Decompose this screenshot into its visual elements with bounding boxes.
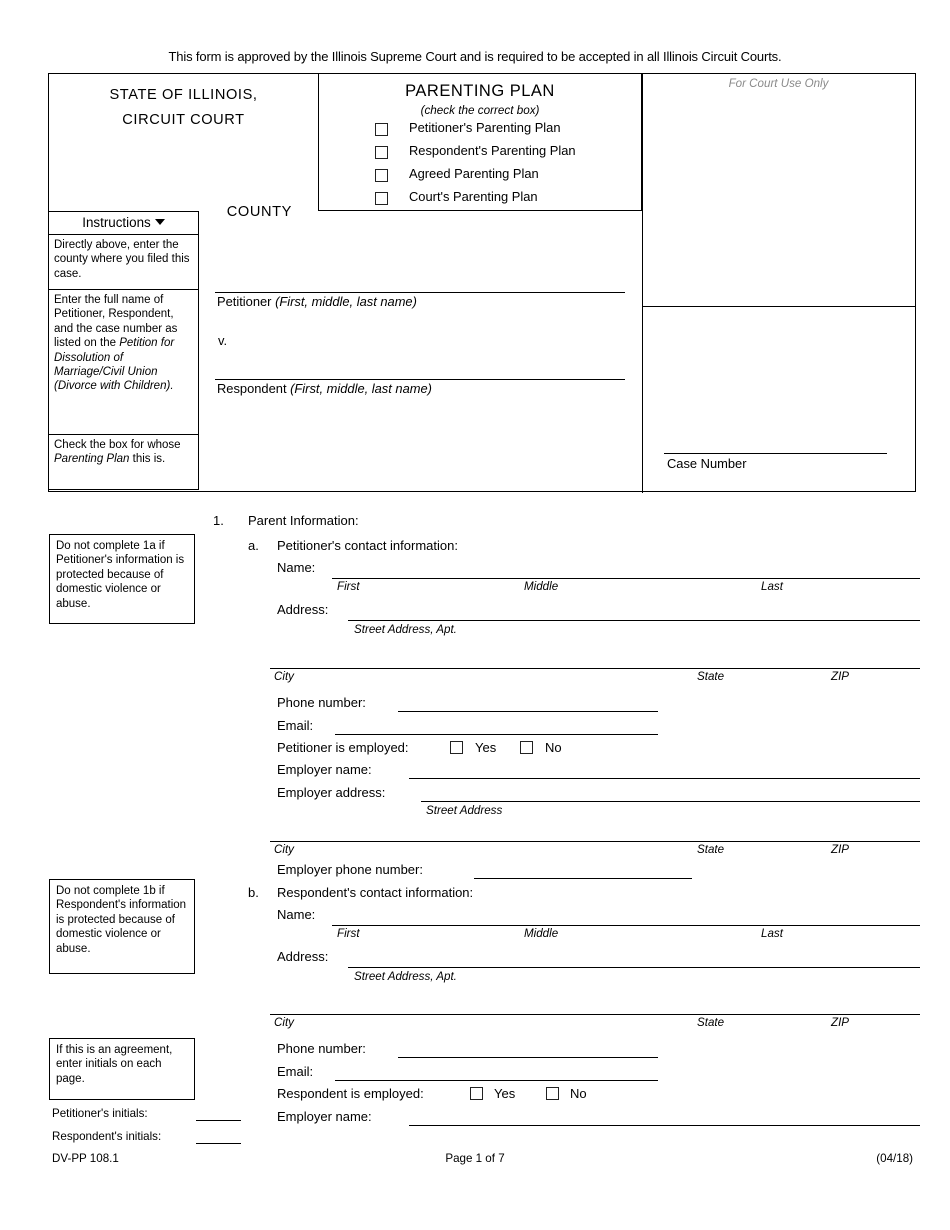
respondent-city-input-line[interactable] xyxy=(270,1014,920,1015)
chevron-down-icon xyxy=(155,219,165,225)
plan-option-label: Court's Parenting Plan xyxy=(409,189,538,204)
page-number: Page 1 of 7 xyxy=(445,1152,505,1165)
respondent-address-input-line[interactable] xyxy=(348,967,920,968)
instruction-item-county xyxy=(49,235,199,290)
petitioner-employer-address-input-line[interactable] xyxy=(421,801,920,802)
case-number-label: Case Number xyxy=(667,456,747,471)
instruction-item-names xyxy=(49,290,199,435)
petitioner-employer-city-hint: City xyxy=(274,843,294,856)
petitioner-state-hint: State xyxy=(697,670,725,683)
respondent-label-hint: (First, middle, last name) xyxy=(290,381,432,396)
state-line-1: STATE OF ILLINOIS, xyxy=(109,87,258,103)
petitioner-employer-state-hint: State xyxy=(697,843,725,856)
petitioner-employed-label: Petitioner is employed: xyxy=(277,740,409,755)
petitioner-initials-input-line[interactable] xyxy=(196,1120,241,1121)
respondent-city-hint: City xyxy=(274,1016,294,1029)
respondent-email-input-line[interactable] xyxy=(335,1080,658,1081)
plan-option-label: Petitioner's Parenting Plan xyxy=(409,120,561,135)
instruction-text-italic: Petition for Dissolution of Marriage/Civil Union (Divorce with Children) xyxy=(54,337,175,393)
checkbox-petitioner-employed-no[interactable] xyxy=(520,741,533,754)
petitioner-employer-name-label: Employer name: xyxy=(277,762,372,777)
petitioner-city-hint: City xyxy=(274,670,294,683)
petitioner-zip-hint: ZIP xyxy=(831,670,850,683)
petitioner-phone-input-line[interactable] xyxy=(398,711,658,712)
petitioner-name-last-hint: Last xyxy=(761,580,783,593)
instruction-text: Directly above, enter the county where you filed this case. xyxy=(54,239,190,280)
respondent-state-hint: State xyxy=(697,1016,725,1029)
respondent-email-label: Email: xyxy=(277,1064,314,1079)
state-line-2: CIRCUIT COURT xyxy=(122,112,245,128)
instruction-text-italic: Parenting Plan xyxy=(54,453,130,466)
plan-subtitle: (check the correct box) xyxy=(420,104,540,117)
caption-table xyxy=(48,73,916,492)
respondent-input-line[interactable] xyxy=(215,379,625,380)
petitioner-employed-no-label: No xyxy=(545,740,562,755)
checkbox-court-plan[interactable] xyxy=(375,192,388,205)
petitioner-employer-street-hint: Street Address xyxy=(426,804,503,817)
respondent-phone-input-line[interactable] xyxy=(398,1057,658,1058)
respondent-employed-label: Respondent is employed: xyxy=(277,1086,424,1101)
petitioner-email-label: Email: xyxy=(277,718,314,733)
petitioner-employer-name-input-line[interactable] xyxy=(409,778,920,779)
form-id: DV-PP 108.1 xyxy=(52,1152,119,1165)
instruction-text-tail: . xyxy=(170,380,174,393)
section-1a-letter: a. xyxy=(248,538,259,553)
respondent-name-last-hint: Last xyxy=(761,927,783,940)
petitioner-employer-phone-input-line[interactable] xyxy=(474,878,692,879)
respondent-label-text: Respondent xyxy=(217,381,287,396)
respondent-employed-yes-label: Yes xyxy=(494,1086,516,1101)
checkbox-petitioner-employed-yes[interactable] xyxy=(450,741,463,754)
parties-area xyxy=(199,211,642,493)
revision-date: (04/18) xyxy=(876,1152,913,1165)
for-court-use-only-label: For Court Use Only xyxy=(728,77,829,90)
petitioner-employer-zip-hint: ZIP xyxy=(831,843,850,856)
checkbox-respondent-employed-yes[interactable] xyxy=(470,1087,483,1100)
plan-option-label: Agreed Parenting Plan xyxy=(409,166,539,181)
petitioner-address-input-line[interactable] xyxy=(348,620,920,621)
petitioner-name-input-line[interactable] xyxy=(332,578,920,579)
petitioner-caption-label xyxy=(217,294,417,309)
petitioner-label-hint: (First, middle, last name) xyxy=(275,294,417,309)
instruction-text: Check the box for whose xyxy=(54,439,181,451)
section-1-number: 1. xyxy=(213,513,224,528)
case-number-box xyxy=(642,307,915,493)
petitioner-phone-label: Phone number: xyxy=(277,695,366,710)
note-text: If this is an agreement, enter initials on each page. xyxy=(56,1044,173,1085)
section-1b-title: Respondent's contact information: xyxy=(277,885,474,900)
respondent-address-label: Address: xyxy=(277,949,329,964)
respondent-name-label: Name: xyxy=(277,907,316,922)
note-text: Do not complete 1a if Petitioner's information is protected because of domestic violence or abuse. xyxy=(56,540,185,610)
respondent-caption-label xyxy=(217,381,432,396)
approval-notice: This form is approved by the Illinois Supreme Court and is required to be accepted in all Illinois Circuit Courts. xyxy=(168,49,782,64)
plan-option-label: Respondent's Parenting Plan xyxy=(409,143,576,158)
plan-option-agreed[interactable] xyxy=(318,166,642,189)
petitioner-initials-label: Petitioner's initials: xyxy=(52,1107,148,1120)
instructions-header[interactable] xyxy=(49,211,199,235)
petitioner-employed-yes-label: Yes xyxy=(475,740,497,755)
note-text: Do not complete 1b if Respondent's information is protected because of domestic violence or abuse. xyxy=(56,885,187,955)
petitioner-name-first-hint: First xyxy=(337,580,360,593)
petitioner-email-input-line[interactable] xyxy=(335,734,658,735)
instruction-text-tail: this is. xyxy=(129,453,166,466)
for-court-use-only-box xyxy=(642,74,915,307)
instruction-text: Enter the full name of Petitioner, Respondent, and the case number as listed on the xyxy=(54,294,178,350)
checkbox-respondent-plan[interactable] xyxy=(375,146,388,159)
respondent-street-hint: Street Address, Apt. xyxy=(354,970,457,983)
plan-option-petitioner[interactable] xyxy=(318,120,642,143)
respondent-initials-label: Respondent's initials: xyxy=(52,1130,162,1143)
petitioner-street-hint: Street Address, Apt. xyxy=(354,623,457,636)
section-1a-title: Petitioner's contact information: xyxy=(277,538,458,553)
respondent-name-middle-hint: Middle xyxy=(524,927,559,940)
checkbox-respondent-employed-no[interactable] xyxy=(546,1087,559,1100)
plan-option-court[interactable] xyxy=(318,189,642,212)
respondent-employed-no-label: No xyxy=(570,1086,587,1101)
instructions-column xyxy=(49,211,199,490)
petitioner-employer-phone-label: Employer phone number: xyxy=(277,862,423,877)
respondent-employer-name-label: Employer name: xyxy=(277,1109,372,1124)
petitioner-city-input-line[interactable] xyxy=(270,668,920,669)
county-label: COUNTY xyxy=(226,204,292,220)
respondent-name-input-line[interactable] xyxy=(332,925,920,926)
respondent-phone-label: Phone number: xyxy=(277,1041,366,1056)
note-do-not-complete-1b xyxy=(49,879,195,974)
plan-option-respondent[interactable] xyxy=(318,143,642,166)
plan-title: PARENTING PLAN xyxy=(405,82,555,100)
checkbox-agreed-plan[interactable] xyxy=(375,169,388,182)
petitioner-name-label: Name: xyxy=(277,560,316,575)
petitioner-name-middle-hint: Middle xyxy=(524,580,559,593)
case-number-input-line[interactable] xyxy=(664,453,887,454)
instruction-item-checkbox xyxy=(49,435,199,490)
respondent-employer-name-input-line[interactable] xyxy=(409,1125,920,1126)
versus-label: v. xyxy=(218,333,228,348)
petitioner-input-line[interactable] xyxy=(215,292,625,293)
section-1-title: Parent Information: xyxy=(248,513,359,528)
section-1b-letter: b. xyxy=(248,885,259,900)
respondent-name-first-hint: First xyxy=(337,927,360,940)
petitioner-address-label: Address: xyxy=(277,602,329,617)
instructions-header-label: Instructions xyxy=(82,215,151,230)
checkbox-petitioner-plan[interactable] xyxy=(375,123,388,136)
respondent-initials-input-line[interactable] xyxy=(196,1143,241,1144)
state-court-cell xyxy=(49,74,318,209)
respondent-zip-hint: ZIP xyxy=(831,1016,850,1029)
petitioner-employer-city-input-line[interactable] xyxy=(270,841,920,842)
note-initials xyxy=(49,1038,195,1100)
petitioner-employer-address-label: Employer address: xyxy=(277,785,386,800)
parenting-plan-type-box xyxy=(318,74,642,211)
note-do-not-complete-1a xyxy=(49,534,195,624)
petitioner-label-text: Petitioner xyxy=(217,294,272,309)
